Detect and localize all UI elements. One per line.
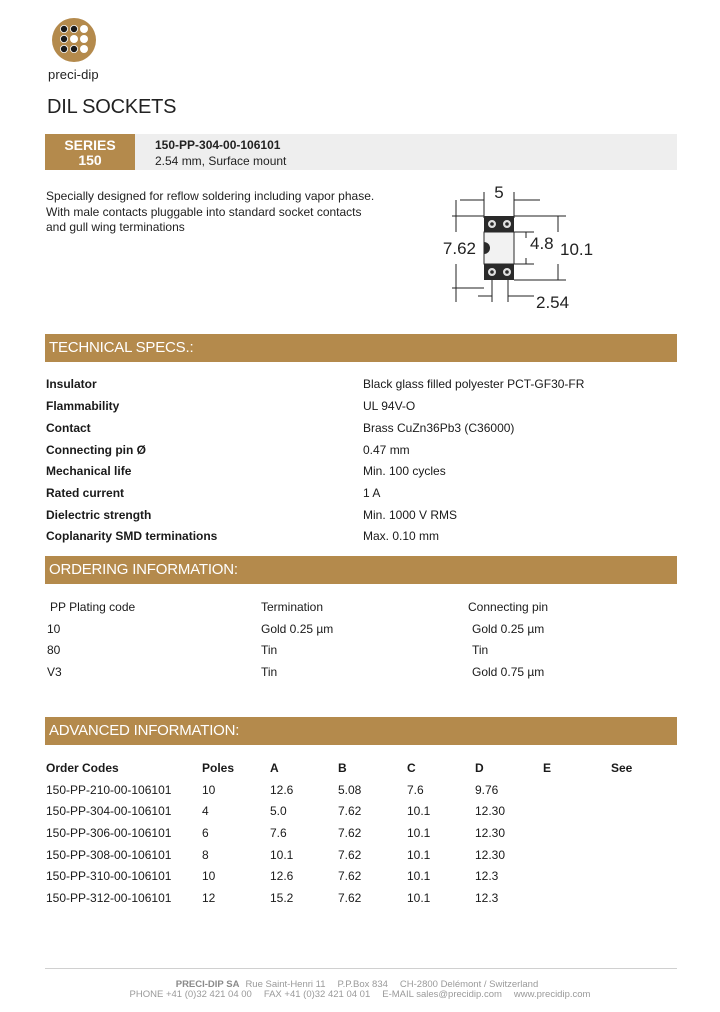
footer-fax: FAX +41 (0)32 421 04 01 — [263, 989, 371, 1000]
dim-left-label: 7.62 — [442, 239, 476, 258]
adv-b: 7.62 — [338, 848, 362, 862]
adv-poles: 10 — [202, 869, 216, 883]
series-code: 150-PP-304-00-106101 — [155, 138, 281, 152]
spec-label: Dielectric strength — [46, 508, 152, 522]
ordering-termination: Tin — [261, 665, 278, 679]
adv-poles: 4 — [202, 804, 209, 818]
ordering-connecting-pin: Gold 0.25 µm — [472, 622, 545, 636]
dim-top-label: 5 — [494, 183, 504, 202]
ordering-info-header: ORDERING INFORMATION: — [45, 556, 677, 584]
adv-a: 10.1 — [270, 848, 294, 862]
spec-label: Coplanarity SMD terminations — [46, 529, 218, 543]
technical-specs-header: TECHNICAL SPECS.: — [45, 334, 677, 362]
series-badge — [45, 134, 135, 170]
footer-email[interactable]: E-MAIL sales@precidip.com — [382, 989, 502, 1000]
adv-a: 5.0 — [270, 804, 287, 818]
adv-b: 7.62 — [338, 804, 362, 818]
product-description: Specially designed for reflow soldering including vapor phase. With male contacts pluggable into standard socket contacts and gull wing terminations — [46, 189, 375, 234]
footer-city: CH-2800 Delémont / Switzerland — [399, 979, 539, 990]
adv-col-poles: Poles — [202, 761, 235, 775]
adv-col-see: See — [611, 761, 633, 775]
adv-c: 10.1 — [407, 869, 431, 883]
advanced-info-header: ADVANCED INFORMATION: — [45, 717, 677, 745]
spec-value: 1 A — [363, 486, 381, 500]
ordering-termination: Tin — [261, 643, 278, 657]
adv-col-d: D — [475, 761, 484, 775]
ordering-plating-code: 80 — [47, 643, 61, 657]
series-label: SERIES — [64, 137, 116, 153]
spec-value: UL 94V-O — [363, 399, 416, 413]
adv-b: 5.08 — [338, 783, 362, 797]
adv-a: 12.6 — [270, 869, 294, 883]
ordering-plating-code: V3 — [47, 665, 62, 679]
spec-value: Max. 0.10 mm — [363, 529, 440, 543]
spec-value: Black glass filled polyester PCT-GF30-FR — [363, 377, 585, 391]
adv-b: 7.62 — [338, 891, 362, 905]
adv-c: 10.1 — [407, 891, 431, 905]
adv-order-code: 150-PP-310-00-106101 — [46, 869, 172, 883]
ordering-col-termination: Termination — [261, 600, 324, 614]
adv-order-code: 150-PP-304-00-106101 — [46, 804, 172, 818]
brand-name: preci-dip — [48, 67, 99, 82]
adv-order-code: 150-PP-210-00-106101 — [46, 783, 172, 797]
footer-contact — [0, 989, 720, 1000]
spec-label: Contact — [46, 421, 91, 435]
adv-d: 12.30 — [475, 848, 506, 862]
spec-label: Insulator — [46, 377, 97, 391]
adv-c: 10.1 — [407, 826, 431, 840]
footer-divider — [45, 968, 677, 969]
preci-dip-logo-icon — [52, 18, 96, 62]
dim-bottom-label: 2.54 — [536, 293, 570, 312]
adv-order-code: 150-PP-306-00-106101 — [46, 826, 172, 840]
footer-phone: PHONE +41 (0)32 421 04 00 — [129, 989, 252, 1000]
dimension-drawing — [430, 180, 620, 320]
adv-d: 12.30 — [475, 826, 506, 840]
footer-company: PRECI-DIP SA — [175, 979, 240, 990]
adv-c: 10.1 — [407, 848, 431, 862]
adv-order-code: 150-PP-312-00-106101 — [46, 891, 172, 905]
adv-d: 12.3 — [475, 891, 499, 905]
dim-right-label: 10.1 — [560, 240, 594, 259]
spec-value: Brass CuZn36Pb3 (C36000) — [363, 421, 515, 435]
series-number: 150 — [78, 152, 102, 168]
series-subtitle: 2.54 mm, Surface mount — [155, 154, 287, 168]
spec-label: Rated current — [46, 486, 125, 500]
page-title: DIL SOCKETS — [47, 96, 177, 118]
adv-d: 9.76 — [475, 783, 499, 797]
adv-poles: 12 — [202, 891, 216, 905]
series-bar — [45, 134, 677, 170]
adv-a: 7.6 — [270, 826, 287, 840]
adv-order-code: 150-PP-308-00-106101 — [46, 848, 172, 862]
ordering-connecting-pin: Gold 0.75 µm — [472, 665, 545, 679]
spec-label: Flammability — [46, 399, 120, 413]
ordering-plating-code: 10 — [47, 622, 61, 636]
dim-inner-label: 4.8 — [530, 234, 554, 253]
spec-value: 0.47 mm — [363, 443, 410, 457]
spec-value: Min. 100 cycles — [363, 464, 446, 478]
adv-a: 12.6 — [270, 783, 294, 797]
adv-c: 10.1 — [407, 804, 431, 818]
spec-label: Mechanical life — [46, 464, 132, 478]
footer-web[interactable]: www.precidip.com — [513, 989, 591, 1000]
adv-col-e: E — [543, 761, 552, 775]
adv-d: 12.3 — [475, 869, 499, 883]
adv-col-order-codes: Order Codes — [46, 761, 119, 775]
adv-d: 12.30 — [475, 804, 506, 818]
adv-c: 7.6 — [407, 783, 424, 797]
ordering-connecting-pin: Tin — [472, 643, 489, 657]
adv-a: 15.2 — [270, 891, 294, 905]
adv-col-b: B — [338, 761, 347, 775]
footer-pobox: P.P.Box 834 — [337, 979, 388, 990]
adv-col-a: A — [270, 761, 279, 775]
adv-poles: 8 — [202, 848, 209, 862]
adv-poles: 10 — [202, 783, 216, 797]
ordering-termination: Gold 0.25 µm — [261, 622, 334, 636]
footer-street: Rue Saint-Henri 11 — [245, 979, 326, 990]
brand-logo — [48, 18, 138, 84]
adv-b: 7.62 — [338, 869, 362, 883]
adv-poles: 6 — [202, 826, 209, 840]
adv-col-c: C — [407, 761, 416, 775]
spec-value: Min. 1000 V RMS — [363, 508, 458, 522]
spec-label: Connecting pin Ø — [46, 443, 146, 457]
ordering-col-connecting-pin: Connecting pin — [468, 600, 549, 614]
adv-b: 7.62 — [338, 826, 362, 840]
ordering-col-plating: PP Plating code — [50, 600, 136, 614]
